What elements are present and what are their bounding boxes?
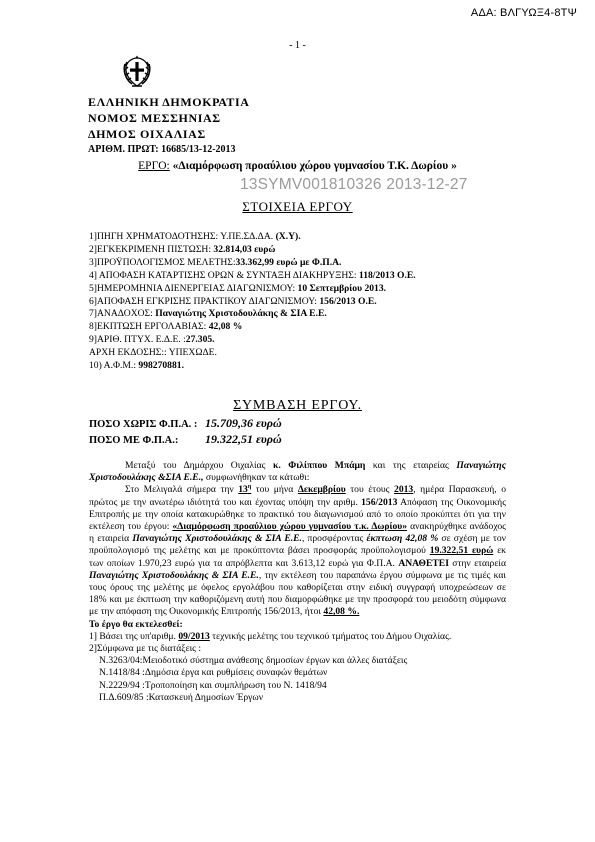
text-segment: στην εταιρεία — [448, 557, 506, 569]
contract-heading: ΣΥΜΒΑΣΗ ΕΡΓΟΥ. — [233, 398, 362, 413]
study-reference — [89, 631, 506, 643]
text-segment: εκ των οποίων 1.970,23 ευρώ για τα απρόβλεπτα και 3.613,12 ευρώ για Φ.Π.Α. — [89, 545, 506, 569]
project-detail-item — [89, 231, 416, 244]
contract-month: Δεκεμβρίου — [297, 484, 346, 496]
amount-row — [89, 416, 282, 432]
mayor-name: κ. Φιλίππου Μπάμη — [273, 460, 366, 471]
ordinal-suffix: η — [247, 484, 252, 491]
text-segment: του έτους — [345, 484, 395, 496]
text-segment: Μεταξύ του Δημάρχου Οιχαλίας — [125, 460, 274, 471]
execution-heading-text: Το έργο θα εκτελεσθεί: — [89, 618, 183, 630]
project-detail-label: 10) Α.Φ.Μ.: — [89, 360, 139, 372]
text-segment: , ημέρα Παρασκευή, ο πρώτος με την ανωτέρω ιδιότητά του και έχοντας υπόψη την αριθμ. — [89, 484, 506, 508]
law-item: Ν.1418/84 :Δημόσια έργα και ρυθμίσεις συναφών θεμάτων — [99, 667, 328, 679]
text-segment: ανακηρύχθηκε ανάδοχος η εταιρεία — [89, 521, 506, 545]
text-segment: Απόφαση της Οικονομικής Επιτροπής με την οποία κατακυρώθηκε το πρακτικό του διαγωνισμού από το οποίο προκύπτει ότι για την εκτέλεση του έργου: — [89, 496, 506, 533]
protocol-value: 16685/13-12-2013 — [161, 144, 236, 155]
project-name: «Διαμόρφωση προαύλιου χώρου γυμνασίου Τ.Κ. Δωρίου » — [172, 160, 457, 172]
project-detail-item — [89, 308, 416, 321]
project-detail-item — [89, 347, 416, 360]
text-segment: και της εταιρείας — [365, 460, 457, 471]
amount-value: 19.322,51 ευρώ — [205, 432, 282, 446]
project-title — [0, 160, 595, 172]
project-detail-value: 32.814,03 ευρώ — [213, 243, 276, 255]
provisions-heading: 2]Σύμφωνα με τις διατάξεις : — [89, 643, 202, 655]
project-details-list — [89, 231, 416, 373]
protocol-label: ΑΡΙΘΜ. ΠΡΩΤ: — [88, 144, 162, 155]
project-detail-item — [89, 270, 416, 283]
assigns-keyword: ΑΝΑΘΕΤΕΙ — [398, 557, 449, 569]
project-detail-value: 10 Σεπτεμβρίου 2013. — [297, 282, 387, 294]
execution-heading — [89, 619, 506, 631]
contract-day-number: 13 — [238, 484, 248, 496]
project-detail-item — [89, 257, 416, 270]
project-detail-value: 156/2013 Ο.Ε. — [319, 295, 377, 307]
project-detail-label: 8]ΕΚΠΤΩΣΗ ΕΡΓΟΛΑΒΙΑΣ: — [89, 321, 209, 333]
decision-number: 156/2013 — [361, 496, 398, 508]
project-name-inline: «Διαμόρφωση προαύλιου χώρου γυμνασίου τ.κ. Δωρίου» — [172, 521, 408, 533]
amount-row — [89, 432, 282, 448]
watermark-stamp: 13SYMV001810326 2013-12-27 — [240, 176, 468, 193]
laws-list — [89, 655, 506, 704]
project-detail-label: 2]ΕΓΚΕΚΡΙΜΕΝΗ ΠΙΣΤΩΣΗ: — [89, 243, 214, 255]
project-detail-label: 1]ΠΗΓΗ ΧΡΗΜΑΤΟΔΟΤΗΣΗΣ: Υ.ΠΕ.ΣΔ.ΔΑ. — [89, 231, 276, 242]
text-segment: τεχνικής μελέτης του τεχνικού τμήματος του Δήμου Οιχαλίας. — [209, 630, 452, 642]
study-number: 09/2013 — [178, 630, 210, 642]
discount-value: έκπτωση 42,08 % — [366, 533, 439, 545]
contract-year: 2013 — [394, 484, 414, 496]
project-label: ΕΡΓΟ: — [138, 160, 170, 172]
text-segment: , την εκτέλεση του παραπάνω έργου σύμφωνα με τις τιμές και τους όρους της μελέτης με όφελος εργολάβου που καθορίζεται στην ειδική συγγραφή υποχρεώσεων σε 18% και με έκπτωση την καθοριζόμενη αυτή που διαμορφώθηκε με την προσφορά του μειοδότη σύμφωνα με την απόφαση της Οικονομικής Επιτροπής 156/2013, ήτοι — [89, 569, 506, 618]
project-detail-item — [89, 296, 416, 309]
project-detail-label: 6]ΑΠΟΦΑΣΗ ΕΓΚΡΙΣΗΣ ΠΡΑΚΤΙΚΟΥ ΔΙΑΓΩΝΙΣΜΟΥ: — [89, 295, 320, 307]
law-item: Ν.2229/94 :Τροποποίηση και συμπλήρωση του Ν. 1418/94 — [99, 679, 327, 691]
project-detail-label: 4] ΑΠΟΦΑΣΗ ΚΑΤΑΡΤΙΣΗΣ ΟΡΩΝ & ΣΥΝΤΑΞΗ ΔΙΑΚΗΡΥΞΗΣ: — [89, 269, 359, 281]
project-detail-item — [89, 283, 416, 296]
contract-day — [238, 484, 251, 495]
contract-parties-paragraph — [89, 460, 506, 484]
issuer-line-municipality: ΔΗΜΟΣ ΟΙΧΑΛΙΑΣ — [88, 127, 206, 141]
page-number: - 1 - — [289, 40, 306, 51]
project-detail-item — [89, 334, 416, 347]
amount-value: 15.709,36 ευρώ — [205, 416, 282, 430]
project-detail-value: 27.305. — [185, 334, 215, 346]
company-name-inline: Παναγιώτης Χριστοδουλάκης & ΣΙΑ Ε.Ε. — [132, 533, 302, 545]
project-detail-item — [89, 244, 416, 257]
project-details-heading: ΣΤΟΙΧΕΙΑ ΕΡΓΟΥ — [242, 199, 353, 214]
law-item: Ν.3263/04:Μειοδοτικό σύστημα ανάθεσης δημοσίων έργων και άλλες διατάξεις — [99, 655, 408, 667]
issuer-line-prefecture: ΝΟΜΟΣ ΜΕΣΣΗΝΙΑΣ — [88, 111, 221, 125]
protocol-number — [88, 142, 250, 158]
text-segment: σε σχέση με τον προϋπολογισμό της μελέτης και με προκύπτοντα βάσει προσφοράς προϋπολογισμού — [89, 533, 506, 557]
project-detail-value: Παναγιώτης Χριστοδουλάκης & ΣΙΑ Ε.Ε. — [155, 308, 327, 320]
ada-code: ΑΔΑ: ΒΛΓΥΩΞ4-8ΤΨ — [470, 7, 577, 19]
text-segment: 1] Βάσει της υπ'αριθμ. — [89, 630, 179, 642]
text-segment: , προσφέροντας — [301, 533, 367, 545]
project-detail-label: 7]ΑΝΑΔΟΧΟΣ: — [89, 308, 156, 320]
contract-terms-paragraph — [89, 484, 506, 618]
project-detail-value: 998270881. — [138, 360, 184, 372]
contract-amounts — [89, 416, 282, 448]
project-detail-value: 118/2013 Ο.Ε. — [358, 269, 416, 281]
discount-percent: 42,08 %. — [323, 606, 360, 618]
project-detail-label: 5]ΗΜΕΡΟΜΗΝΙΑ ΔΙΕΝΕΡΓΕΙΑΣ ΔΙΑΓΩΝΙΣΜΟΥ: — [89, 282, 298, 294]
company-name-inline-2: Παναγιώτης Χριστοδουλάκης & ΣΙΑ Ε.Ε. — [89, 569, 259, 581]
amount-label: ΠΟΣΟ ΧΩΡΙΣ Φ.Π.Α. : — [89, 419, 198, 430]
hellenic-republic-emblem-icon — [122, 55, 152, 89]
project-detail-label: 3]ΠΡΟΫΠΟΛΟΓΙΣΜΟΣ ΜΕΛΕΤΗΣ: — [89, 256, 236, 268]
project-detail-value: 42,08 % — [208, 321, 243, 333]
text-segment: συμφωνήθηκαν τα κάτωθι: — [203, 472, 310, 484]
text-segment: Στο Μελιγαλά σήμερα την — [125, 484, 239, 496]
amount-label: ΠΟΣΟ ΜΕ Φ.Π.Α.: — [89, 435, 179, 446]
project-detail-value: (Χ.Υ). — [275, 231, 301, 242]
project-detail-label: 9]ΑΡΙΘ. ΠΤΥΧ. Ε.Δ.Ε. : — [89, 334, 186, 346]
company-name: Παναγιώτης Χριστοδουλάκης &ΣΙΑ Ε.Ε., — [89, 460, 506, 484]
project-detail-value: 33.362,99 ευρώ με Φ.Π.Α. — [235, 256, 342, 268]
project-detail-label: ΑΡΧΗ ΕΚΔΟΣΗΣ:: ΥΠΕΧΩΔΕ. — [89, 347, 217, 359]
project-detail-item — [89, 360, 416, 373]
law-item: Π.Δ.609/85 :Κατασκευή Δημοσίων Έργων — [99, 691, 264, 703]
contract-body — [89, 460, 506, 704]
issuer-header — [88, 94, 250, 158]
text-segment: του μήνα — [251, 484, 298, 496]
issuer-line-republic: ΕΛΛΗΝΙΚΗ ΔΗΜΟΚΡΑΤΙΑ — [88, 95, 250, 109]
project-detail-item — [89, 321, 416, 334]
budget-amount: 19.322,51 ευρώ — [429, 545, 494, 557]
